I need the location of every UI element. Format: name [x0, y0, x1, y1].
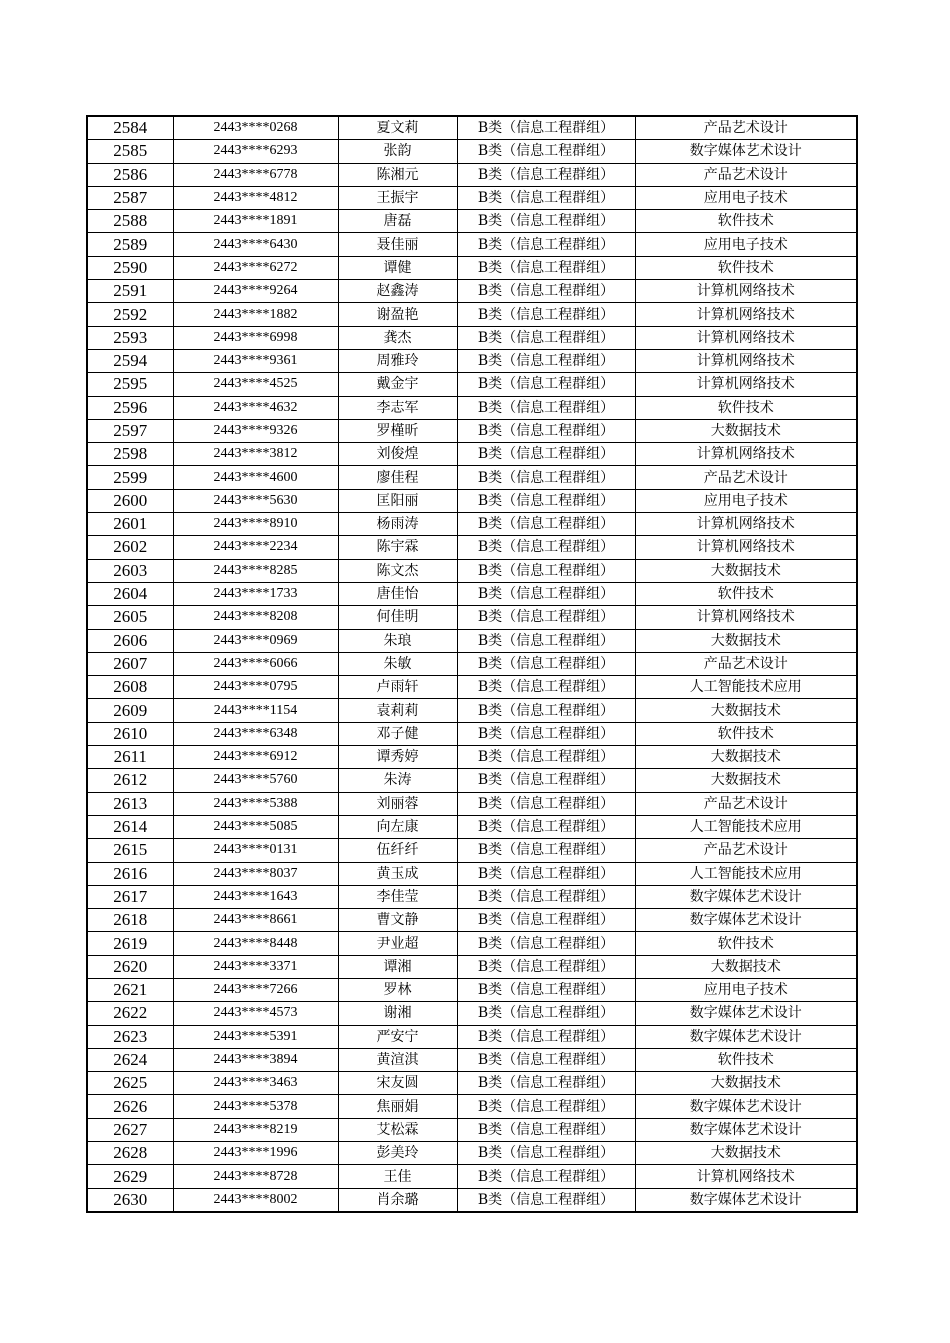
name-cell: 邓子健: [338, 722, 457, 745]
name-cell: 陈湘元: [338, 163, 457, 186]
name-cell: 刘俊煌: [338, 443, 457, 466]
name-cell: 朱敏: [338, 652, 457, 675]
category-cell: B类（信息工程群组）: [457, 256, 635, 279]
category-cell: B类（信息工程群组）: [457, 280, 635, 303]
seq-number-cell: 2597: [87, 419, 173, 442]
candidate-id-cell: 2443****6066: [173, 652, 338, 675]
seq-number-cell: 2626: [87, 1095, 173, 1118]
table-row: [87, 652, 857, 675]
table-row: [87, 419, 857, 442]
table-row: [87, 116, 857, 140]
name-cell: 彭美玲: [338, 1142, 457, 1165]
table-row: [87, 373, 857, 396]
table-row: [87, 582, 857, 605]
candidate-id-cell: 2443****8448: [173, 932, 338, 955]
name-cell: 艾松霖: [338, 1118, 457, 1141]
major-cell: 大数据技术: [635, 746, 857, 769]
major-cell: 计算机网络技术: [635, 349, 857, 372]
major-cell: 应用电子技术: [635, 978, 857, 1001]
table-row: [87, 629, 857, 652]
seq-number-cell: 2625: [87, 1072, 173, 1095]
seq-number-cell: 2589: [87, 233, 173, 256]
seq-number-cell: 2584: [87, 116, 173, 140]
table-row: [87, 676, 857, 699]
candidate-id-cell: 2443****8002: [173, 1188, 338, 1212]
category-cell: B类（信息工程群组）: [457, 885, 635, 908]
seq-number-cell: 2628: [87, 1142, 173, 1165]
name-cell: 陈文杰: [338, 559, 457, 582]
table-row: [87, 606, 857, 629]
candidate-id-cell: 2443****8219: [173, 1118, 338, 1141]
category-cell: B类（信息工程群组）: [457, 839, 635, 862]
category-cell: B类（信息工程群组）: [457, 606, 635, 629]
candidate-id-cell: 2443****9326: [173, 419, 338, 442]
table-row: [87, 140, 857, 163]
table-row: [87, 699, 857, 722]
name-cell: 聂佳丽: [338, 233, 457, 256]
category-cell: B类（信息工程群组）: [457, 186, 635, 209]
table-row: [87, 326, 857, 349]
candidate-id-cell: 2443****8285: [173, 559, 338, 582]
candidate-id-cell: 2443****6778: [173, 163, 338, 186]
major-cell: 大数据技术: [635, 699, 857, 722]
category-cell: B类（信息工程群组）: [457, 1142, 635, 1165]
major-cell: 大数据技术: [635, 955, 857, 978]
major-cell: 软件技术: [635, 932, 857, 955]
name-cell: 李志军: [338, 396, 457, 419]
candidate-id-cell: 2443****1891: [173, 210, 338, 233]
name-cell: 黄玉成: [338, 862, 457, 885]
name-cell: 王振宇: [338, 186, 457, 209]
category-cell: B类（信息工程群组）: [457, 233, 635, 256]
category-cell: B类（信息工程群组）: [457, 1025, 635, 1048]
seq-number-cell: 2602: [87, 536, 173, 559]
table-row: [87, 466, 857, 489]
major-cell: 计算机网络技术: [635, 443, 857, 466]
table-row: [87, 1142, 857, 1165]
category-cell: B类（信息工程群组）: [457, 955, 635, 978]
major-cell: 软件技术: [635, 256, 857, 279]
name-cell: 王佳: [338, 1165, 457, 1188]
major-cell: 软件技术: [635, 1048, 857, 1071]
table-row: [87, 792, 857, 815]
name-cell: 何佳明: [338, 606, 457, 629]
candidate-id-cell: 2443****3894: [173, 1048, 338, 1071]
candidate-id-cell: 2443****2234: [173, 536, 338, 559]
major-cell: 计算机网络技术: [635, 280, 857, 303]
category-cell: B类（信息工程群组）: [457, 536, 635, 559]
category-cell: B类（信息工程群组）: [457, 815, 635, 838]
category-cell: B类（信息工程群组）: [457, 629, 635, 652]
name-cell: 袁莉莉: [338, 699, 457, 722]
table-row: [87, 233, 857, 256]
candidate-id-cell: 2443****8037: [173, 862, 338, 885]
seq-number-cell: 2620: [87, 955, 173, 978]
seq-number-cell: 2629: [87, 1165, 173, 1188]
category-cell: B类（信息工程群组）: [457, 116, 635, 140]
major-cell: 数字媒体艺术设计: [635, 1188, 857, 1212]
table-row: [87, 1025, 857, 1048]
candidate-id-cell: 2443****3371: [173, 955, 338, 978]
category-cell: B类（信息工程群组）: [457, 163, 635, 186]
name-cell: 谭秀婷: [338, 746, 457, 769]
category-cell: B类（信息工程群组）: [457, 746, 635, 769]
major-cell: 数字媒体艺术设计: [635, 885, 857, 908]
seq-number-cell: 2606: [87, 629, 173, 652]
major-cell: 产品艺术设计: [635, 839, 857, 862]
name-cell: 赵鑫涛: [338, 280, 457, 303]
candidate-id-cell: 2443****6293: [173, 140, 338, 163]
candidate-id-cell: 2443****6998: [173, 326, 338, 349]
table-row: [87, 1095, 857, 1118]
candidate-id-cell: 2443****8910: [173, 513, 338, 536]
name-cell: 周雅玲: [338, 349, 457, 372]
seq-number-cell: 2605: [87, 606, 173, 629]
seq-number-cell: 2624: [87, 1048, 173, 1071]
candidate-id-cell: 2443****6272: [173, 256, 338, 279]
candidate-id-cell: 2443****7266: [173, 978, 338, 1001]
table-row: [87, 1165, 857, 1188]
name-cell: 廖佳程: [338, 466, 457, 489]
major-cell: 数字媒体艺术设计: [635, 1118, 857, 1141]
candidate-id-cell: 2443****0969: [173, 629, 338, 652]
table-row: [87, 1188, 857, 1212]
major-cell: 软件技术: [635, 210, 857, 233]
major-cell: 产品艺术设计: [635, 116, 857, 140]
seq-number-cell: 2617: [87, 885, 173, 908]
category-cell: B类（信息工程群组）: [457, 862, 635, 885]
seq-number-cell: 2630: [87, 1188, 173, 1212]
name-cell: 唐佳怡: [338, 582, 457, 605]
table-row: [87, 722, 857, 745]
category-cell: B类（信息工程群组）: [457, 303, 635, 326]
category-cell: B类（信息工程群组）: [457, 443, 635, 466]
candidate-id-cell: 2443****0131: [173, 839, 338, 862]
major-cell: 大数据技术: [635, 629, 857, 652]
major-cell: 产品艺术设计: [635, 466, 857, 489]
name-cell: 严安宁: [338, 1025, 457, 1048]
category-cell: B类（信息工程群组）: [457, 419, 635, 442]
table-row: [87, 163, 857, 186]
seq-number-cell: 2599: [87, 466, 173, 489]
seq-number-cell: 2622: [87, 1002, 173, 1025]
category-cell: B类（信息工程群组）: [457, 1048, 635, 1071]
seq-number-cell: 2609: [87, 699, 173, 722]
category-cell: B类（信息工程群组）: [457, 909, 635, 932]
category-cell: B类（信息工程群组）: [457, 210, 635, 233]
seq-number-cell: 2595: [87, 373, 173, 396]
major-cell: 大数据技术: [635, 419, 857, 442]
table-row: [87, 815, 857, 838]
name-cell: 谢湘: [338, 1002, 457, 1025]
table-row: [87, 1072, 857, 1095]
candidate-id-cell: 2443****1643: [173, 885, 338, 908]
table-row: [87, 536, 857, 559]
name-cell: 尹业超: [338, 932, 457, 955]
seq-number-cell: 2618: [87, 909, 173, 932]
major-cell: 数字媒体艺术设计: [635, 909, 857, 932]
table-row: [87, 839, 857, 862]
category-cell: B类（信息工程群组）: [457, 1188, 635, 1212]
category-cell: B类（信息工程群组）: [457, 722, 635, 745]
category-cell: B类（信息工程群组）: [457, 1002, 635, 1025]
major-cell: 应用电子技术: [635, 489, 857, 512]
candidate-id-cell: 2443****1996: [173, 1142, 338, 1165]
table-row: [87, 280, 857, 303]
category-cell: B类（信息工程群组）: [457, 699, 635, 722]
category-cell: B类（信息工程群组）: [457, 769, 635, 792]
candidate-id-cell: 2443****4632: [173, 396, 338, 419]
name-cell: 龚杰: [338, 326, 457, 349]
category-cell: B类（信息工程群组）: [457, 489, 635, 512]
major-cell: 大数据技术: [635, 1072, 857, 1095]
seq-number-cell: 2611: [87, 746, 173, 769]
seq-number-cell: 2621: [87, 978, 173, 1001]
seq-number-cell: 2616: [87, 862, 173, 885]
name-cell: 戴金宇: [338, 373, 457, 396]
seq-number-cell: 2613: [87, 792, 173, 815]
seq-number-cell: 2607: [87, 652, 173, 675]
name-cell: 匡阳丽: [338, 489, 457, 512]
category-cell: B类（信息工程群组）: [457, 676, 635, 699]
name-cell: 谭健: [338, 256, 457, 279]
seq-number-cell: 2619: [87, 932, 173, 955]
major-cell: 大数据技术: [635, 769, 857, 792]
seq-number-cell: 2627: [87, 1118, 173, 1141]
category-cell: B类（信息工程群组）: [457, 582, 635, 605]
candidate-id-cell: 2443****4525: [173, 373, 338, 396]
candidate-id-cell: 2443****1882: [173, 303, 338, 326]
category-cell: B类（信息工程群组）: [457, 792, 635, 815]
table-row: [87, 978, 857, 1001]
seq-number-cell: 2608: [87, 676, 173, 699]
category-cell: B类（信息工程群组）: [457, 1165, 635, 1188]
table-row: [87, 396, 857, 419]
name-cell: 李佳莹: [338, 885, 457, 908]
major-cell: 人工智能技术应用: [635, 815, 857, 838]
table-row: [87, 186, 857, 209]
roster-table-body: [87, 116, 857, 1212]
table-row: [87, 1002, 857, 1025]
category-cell: B类（信息工程群组）: [457, 349, 635, 372]
seq-number-cell: 2590: [87, 256, 173, 279]
name-cell: 谢盈艳: [338, 303, 457, 326]
candidate-id-cell: 2443****3812: [173, 443, 338, 466]
table-row: [87, 513, 857, 536]
seq-number-cell: 2587: [87, 186, 173, 209]
major-cell: 产品艺术设计: [635, 652, 857, 675]
name-cell: 张韵: [338, 140, 457, 163]
candidate-id-cell: 2443****4812: [173, 186, 338, 209]
major-cell: 数字媒体艺术设计: [635, 1002, 857, 1025]
name-cell: 焦丽娟: [338, 1095, 457, 1118]
candidate-id-cell: 2443****1733: [173, 582, 338, 605]
seq-number-cell: 2593: [87, 326, 173, 349]
table-row: [87, 349, 857, 372]
table-row: [87, 955, 857, 978]
candidate-id-cell: 2443****5388: [173, 792, 338, 815]
candidate-id-cell: 2443****1154: [173, 699, 338, 722]
seq-number-cell: 2601: [87, 513, 173, 536]
table-row: [87, 256, 857, 279]
category-cell: B类（信息工程群组）: [457, 1072, 635, 1095]
seq-number-cell: 2592: [87, 303, 173, 326]
candidate-id-cell: 2443****5085: [173, 815, 338, 838]
name-cell: 黄渲淇: [338, 1048, 457, 1071]
category-cell: B类（信息工程群组）: [457, 652, 635, 675]
major-cell: 计算机网络技术: [635, 303, 857, 326]
table-row: [87, 303, 857, 326]
name-cell: 唐磊: [338, 210, 457, 233]
candidate-id-cell: 2443****8661: [173, 909, 338, 932]
name-cell: 伍纤纤: [338, 839, 457, 862]
name-cell: 曹文静: [338, 909, 457, 932]
category-cell: B类（信息工程群组）: [457, 140, 635, 163]
seq-number-cell: 2610: [87, 722, 173, 745]
major-cell: 大数据技术: [635, 1142, 857, 1165]
name-cell: 刘丽蓉: [338, 792, 457, 815]
major-cell: 数字媒体艺术设计: [635, 140, 857, 163]
table-row: [87, 746, 857, 769]
major-cell: 计算机网络技术: [635, 536, 857, 559]
name-cell: 朱涛: [338, 769, 457, 792]
major-cell: 应用电子技术: [635, 233, 857, 256]
seq-number-cell: 2604: [87, 582, 173, 605]
name-cell: 罗林: [338, 978, 457, 1001]
candidate-id-cell: 2443****5378: [173, 1095, 338, 1118]
seq-number-cell: 2594: [87, 349, 173, 372]
seq-number-cell: 2600: [87, 489, 173, 512]
seq-number-cell: 2591: [87, 280, 173, 303]
major-cell: 计算机网络技术: [635, 326, 857, 349]
candidate-id-cell: 2443****4573: [173, 1002, 338, 1025]
candidate-id-cell: 2443****5760: [173, 769, 338, 792]
major-cell: 大数据技术: [635, 559, 857, 582]
candidate-id-cell: 2443****6348: [173, 722, 338, 745]
candidate-id-cell: 2443****8728: [173, 1165, 338, 1188]
major-cell: 软件技术: [635, 722, 857, 745]
major-cell: 计算机网络技术: [635, 373, 857, 396]
name-cell: 卢雨轩: [338, 676, 457, 699]
candidate-id-cell: 2443****9264: [173, 280, 338, 303]
candidate-id-cell: 2443****0795: [173, 676, 338, 699]
table-row: [87, 932, 857, 955]
candidate-id-cell: 2443****8208: [173, 606, 338, 629]
candidate-id-cell: 2443****0268: [173, 116, 338, 140]
table-row: [87, 885, 857, 908]
name-cell: 谭湘: [338, 955, 457, 978]
major-cell: 产品艺术设计: [635, 163, 857, 186]
table-row: [87, 769, 857, 792]
seq-number-cell: 2614: [87, 815, 173, 838]
major-cell: 软件技术: [635, 396, 857, 419]
category-cell: B类（信息工程群组）: [457, 932, 635, 955]
seq-number-cell: 2598: [87, 443, 173, 466]
seq-number-cell: 2603: [87, 559, 173, 582]
name-cell: 杨雨涛: [338, 513, 457, 536]
name-cell: 宋友圆: [338, 1072, 457, 1095]
name-cell: 向左康: [338, 815, 457, 838]
candidate-id-cell: 2443****9361: [173, 349, 338, 372]
major-cell: 数字媒体艺术设计: [635, 1025, 857, 1048]
major-cell: 计算机网络技术: [635, 606, 857, 629]
seq-number-cell: 2615: [87, 839, 173, 862]
roster-table: [86, 115, 858, 1213]
seq-number-cell: 2586: [87, 163, 173, 186]
major-cell: 数字媒体艺术设计: [635, 1095, 857, 1118]
candidate-id-cell: 2443****6912: [173, 746, 338, 769]
category-cell: B类（信息工程群组）: [457, 1118, 635, 1141]
major-cell: 产品艺术设计: [635, 792, 857, 815]
seq-number-cell: 2612: [87, 769, 173, 792]
table-row: [87, 909, 857, 932]
candidate-id-cell: 2443****3463: [173, 1072, 338, 1095]
seq-number-cell: 2623: [87, 1025, 173, 1048]
category-cell: B类（信息工程群组）: [457, 326, 635, 349]
table-row: [87, 862, 857, 885]
candidate-id-cell: 2443****5391: [173, 1025, 338, 1048]
seq-number-cell: 2585: [87, 140, 173, 163]
category-cell: B类（信息工程群组）: [457, 978, 635, 1001]
major-cell: 应用电子技术: [635, 186, 857, 209]
table-row: [87, 559, 857, 582]
category-cell: B类（信息工程群组）: [457, 396, 635, 419]
major-cell: 计算机网络技术: [635, 1165, 857, 1188]
category-cell: B类（信息工程群组）: [457, 559, 635, 582]
table-row: [87, 1048, 857, 1071]
seq-number-cell: 2588: [87, 210, 173, 233]
table-row: [87, 1118, 857, 1141]
table-row: [87, 210, 857, 233]
category-cell: B类（信息工程群组）: [457, 1095, 635, 1118]
major-cell: 人工智能技术应用: [635, 676, 857, 699]
category-cell: B类（信息工程群组）: [457, 466, 635, 489]
table-row: [87, 489, 857, 512]
candidate-id-cell: 2443****6430: [173, 233, 338, 256]
category-cell: B类（信息工程群组）: [457, 373, 635, 396]
candidate-id-cell: 2443****4600: [173, 466, 338, 489]
major-cell: 人工智能技术应用: [635, 862, 857, 885]
category-cell: B类（信息工程群组）: [457, 513, 635, 536]
table-row: [87, 443, 857, 466]
name-cell: 肖余璐: [338, 1188, 457, 1212]
major-cell: 软件技术: [635, 582, 857, 605]
name-cell: 夏文莉: [338, 116, 457, 140]
name-cell: 朱琅: [338, 629, 457, 652]
major-cell: 计算机网络技术: [635, 513, 857, 536]
name-cell: 陈宇霖: [338, 536, 457, 559]
candidate-id-cell: 2443****5630: [173, 489, 338, 512]
name-cell: 罗槿昕: [338, 419, 457, 442]
seq-number-cell: 2596: [87, 396, 173, 419]
